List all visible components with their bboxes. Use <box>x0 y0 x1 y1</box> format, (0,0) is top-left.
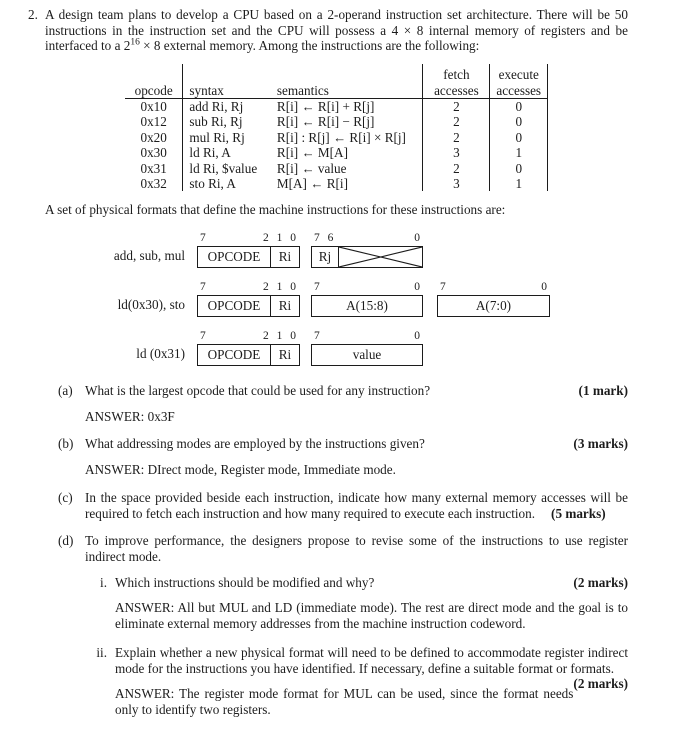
cell-opcode: 0x31 <box>125 161 183 176</box>
table-row <box>125 114 548 129</box>
table-row <box>125 176 548 191</box>
cell-execute: 0 <box>490 114 548 129</box>
intro-text-2: × 8 external memory. Among the instructions are the following: <box>139 38 480 54</box>
question-b <box>45 436 628 477</box>
bit-ticks: 7 0 <box>314 330 420 343</box>
format-label: add, sub, mul <box>113 248 185 264</box>
cell-semantics: R[i] ← value <box>271 161 423 176</box>
cell-fetch: 3 <box>423 145 490 160</box>
question-text: To improve performance, the designers propose to revise some of the instructions to use register indirect mode. <box>85 533 628 564</box>
field-value: value <box>352 347 382 363</box>
question-text: Explain whether a new physical format will need to be defined to accommodate register indirect mode for the instructions you have identified. If necessary, define a suitable format or formats. <box>115 644 628 676</box>
cell-semantics: R[i] ← R[i] − R[j] <box>271 114 423 129</box>
question-text: Which instructions should be modified and why? <box>115 574 375 590</box>
format-row-ld-immediate <box>45 330 628 366</box>
cell-fetch: 2 <box>423 161 490 176</box>
subquestion-ii <box>85 645 628 718</box>
question-text: In the space provided beside each instruction, indicate how many external memory accesses will be required to fetch each instruction and how many required to execute each instruction. <box>85 489 628 521</box>
cell-execute: 1 <box>490 176 548 191</box>
bitfield-opcode-ri <box>197 232 300 268</box>
table-row <box>125 161 548 176</box>
question-label: (a) <box>58 383 73 399</box>
header-syntax: syntax <box>183 64 271 98</box>
question-label: (c) <box>58 489 73 505</box>
format-label: ld(0x30), sto <box>117 297 185 313</box>
cell-execute: 0 <box>490 130 548 145</box>
subquestion-label: ii. <box>96 644 107 660</box>
bitfield-address-low <box>437 281 550 317</box>
bit-ticks: 7 6 0 <box>314 232 420 245</box>
cell-syntax: sto Ri, A <box>189 175 236 191</box>
answer-text: ANSWER: 0x3F <box>85 408 175 424</box>
marks-label: (2 marks) <box>573 676 628 692</box>
cell-semantics: M[A] ← R[i] <box>271 176 423 191</box>
question-line <box>85 490 628 521</box>
cell-fetch: 2 <box>423 98 490 114</box>
cell-semantics: R[i] ← R[i] + R[j] <box>271 98 423 114</box>
question-c <box>45 490 628 521</box>
intro-paragraph <box>45 7 628 54</box>
field-address-high: A(15:8) <box>346 298 388 314</box>
question-label: (b) <box>58 436 74 452</box>
cell-opcode: 0x20 <box>125 130 183 145</box>
problem-body <box>45 7 628 730</box>
intro-text-1: A design team plans to develop a CPU based on a 2-operand instruction set architecture. There will be 50 instructions in the instruction set and the CPU will possess a 4 × 8 internal memory of registers and be interfaced to a 2 <box>45 7 628 54</box>
bitfield-value <box>311 330 423 366</box>
bit-ticks: 7 0 <box>314 281 420 294</box>
header-execute-accesses: execute accesses <box>490 64 548 98</box>
cell-syntax: ld Ri, A <box>189 145 231 161</box>
field-ri: Ri <box>270 247 299 267</box>
bit-ticks: 7 0 <box>440 281 547 294</box>
question-line <box>85 436 628 452</box>
question-label: (d) <box>58 533 74 549</box>
formats-intro: A set of physical formats that define the machine instructions for these instructions are: <box>45 202 506 218</box>
problem-2 <box>0 7 680 730</box>
question-text: What is the largest opcode that could be used for any instruction? <box>85 383 431 399</box>
table-row <box>125 130 548 145</box>
bit-ticks: 7 2 1 0 <box>200 281 297 294</box>
marks-label: (3 marks) <box>573 436 628 452</box>
marks-label: (2 marks) <box>573 574 628 590</box>
field-opcode: OPCODE <box>207 347 261 363</box>
cell-syntax: mul Ri, Rj <box>189 129 245 145</box>
marks-label: (1 mark) <box>578 383 628 399</box>
field-ri: Ri <box>270 345 299 365</box>
question-line <box>115 575 628 591</box>
cell-execute: 0 <box>490 98 548 114</box>
cell-semantics: R[i] ← M[A] <box>271 145 423 160</box>
format-label: ld (0x31) <box>136 346 185 362</box>
format-row-add-sub-mul <box>45 232 628 268</box>
cell-syntax: sub Ri, Rj <box>189 114 243 130</box>
cross-out-icon <box>339 247 422 267</box>
cell-syntax: ld Ri, $value <box>189 160 258 176</box>
exponent: 16 <box>130 38 140 49</box>
table-row <box>125 145 548 160</box>
cell-semantics: R[i] : R[j] ← R[i] × R[j] <box>271 130 423 145</box>
cell-execute: 0 <box>490 161 548 176</box>
cell-syntax: add Ri, Rj <box>189 98 244 114</box>
field-unused-crossed <box>338 247 422 267</box>
answer-text: ANSWER: DIrect mode, Register mode, Immediate mode. <box>85 462 396 478</box>
bit-ticks: 7 2 1 0 <box>200 232 297 245</box>
field-opcode: OPCODE <box>207 249 261 265</box>
bit-ticks: 7 2 1 0 <box>200 330 297 343</box>
problem-number: 2. <box>28 7 38 22</box>
field-rj: Rj <box>318 249 332 265</box>
field-ri: Ri <box>270 296 299 316</box>
cell-opcode: 0x10 <box>125 98 183 114</box>
field-address-low: A(7:0) <box>475 298 512 314</box>
field-opcode: OPCODE <box>207 298 261 314</box>
instruction-table <box>125 64 548 191</box>
question-line <box>115 644 628 692</box>
table-header-row <box>125 64 548 98</box>
bitfield-opcode-ri <box>197 281 300 317</box>
header-opcode: opcode <box>125 64 183 98</box>
cell-fetch: 2 <box>423 114 490 129</box>
bitfield-address-high <box>311 281 423 317</box>
header-fetch-accesses: fetch accesses <box>423 64 490 98</box>
question-line <box>85 383 628 399</box>
cell-fetch: 3 <box>423 176 490 191</box>
header-semantics: semantics <box>271 64 423 98</box>
bitfield-rj-unused <box>311 232 423 268</box>
cell-opcode: 0x30 <box>125 145 183 160</box>
cell-fetch: 2 <box>423 130 490 145</box>
question-d <box>45 533 628 717</box>
questions-section <box>45 383 628 718</box>
bitfield-opcode-ri <box>197 330 300 366</box>
question-a <box>45 383 628 424</box>
cell-opcode: 0x12 <box>125 114 183 129</box>
format-row-ld-sto <box>45 281 628 317</box>
answer-text: ANSWER: The register mode format for MUL can be used, since the format needs only to identify two registers. <box>115 686 574 717</box>
marks-label: (5 marks) <box>551 505 606 521</box>
subquestion-label: i. <box>100 574 107 590</box>
answer-text: ANSWER: All but MUL and LD (immediate mode). The rest are direct mode and the goal is to eliminate external memory addresses from the machine instruction codeword. <box>115 600 628 632</box>
table-row <box>125 98 548 114</box>
instruction-formats <box>45 232 628 366</box>
cell-opcode: 0x32 <box>125 176 183 191</box>
question-text: What addressing modes are employed by the instructions given? <box>85 436 425 452</box>
cell-execute: 1 <box>490 145 548 160</box>
subquestion-i <box>85 575 628 632</box>
